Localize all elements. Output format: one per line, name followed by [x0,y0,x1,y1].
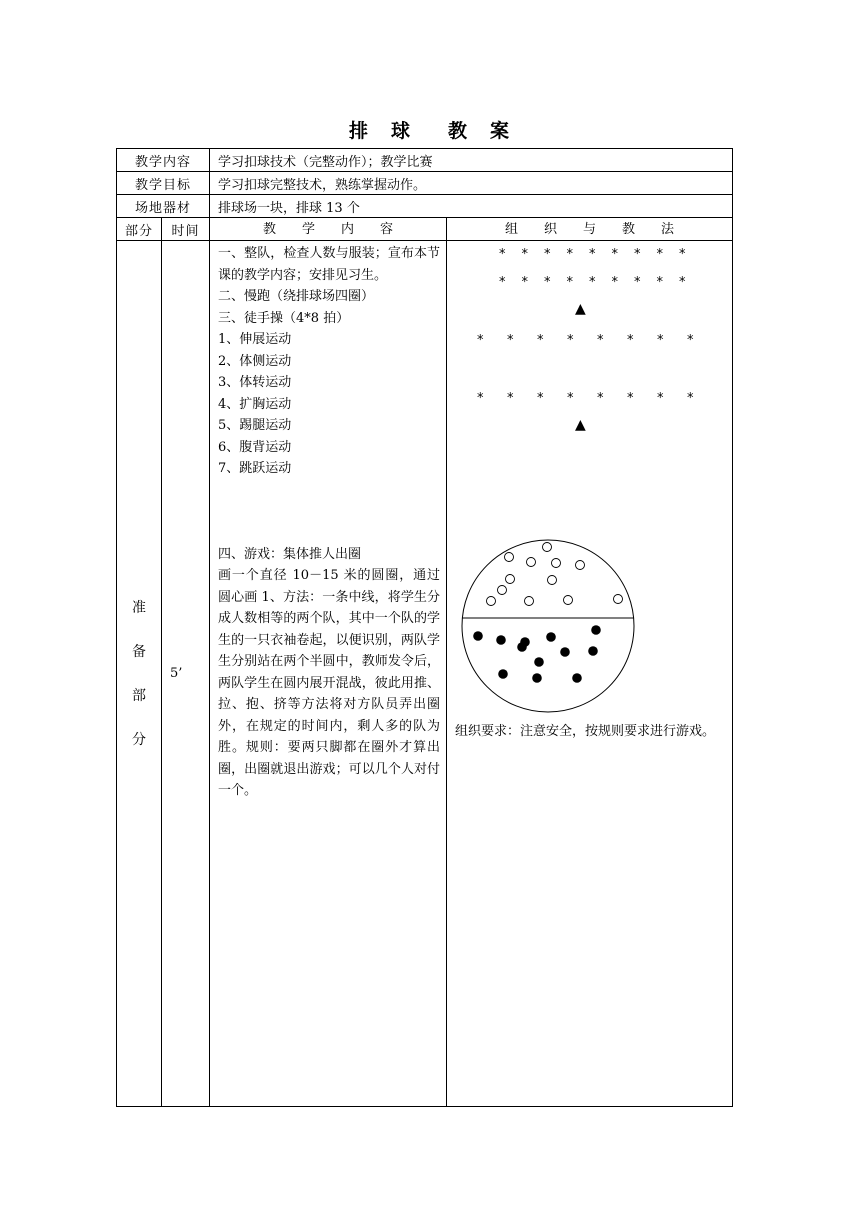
filled-team-player [517,642,527,652]
section-char: 备 [132,643,146,660]
info-value: 学习扣球完整技术，熟练掌握动作。 [210,172,733,195]
open-team-player [614,595,623,604]
filled-team-player [591,625,601,635]
student-star: * [544,247,551,262]
student-star: * [634,275,641,290]
content-line: 1、伸展运动 [218,332,292,347]
game-circle [462,540,634,712]
student-star: * [567,391,574,406]
open-team-player [505,553,514,562]
section-char: 部 [132,687,146,704]
info-value: 学习扣球技术（完整动作）；教学比赛 [210,149,733,172]
open-team-player [564,596,573,605]
content-line: 一、整队，检查人数与服装；宣布本节课的教学内容；安排见习生。 [218,246,441,283]
student-star: * [477,391,484,406]
page-title [0,116,860,143]
content-line: 三、徒手操（4*8 拍） [218,310,350,326]
student-star: * [537,333,544,348]
header-organization: 组 织 与 教 法 [447,218,733,241]
student-star: * [499,275,506,290]
column-header-row [117,218,733,241]
filled-team-player [560,647,570,657]
open-team-player [548,576,557,585]
time-value: 5’ [170,666,183,681]
title-part-2: 教 案 [448,120,512,142]
open-team-player [487,597,496,606]
student-star: * [687,333,694,348]
prep-section-row [117,241,733,1107]
filled-team-player [588,646,598,656]
student-star: * [499,247,506,262]
open-team-player [525,597,534,606]
info-label: 场地器材 [117,195,210,218]
student-star: * [679,247,686,262]
game-circle-diagram [459,537,639,717]
title-part-1: 排 球 [348,120,412,142]
student-star: * [657,333,664,348]
student-star: * [656,247,664,262]
open-team-player [576,561,585,570]
student-star: * [589,275,596,290]
student-star: * [521,275,529,290]
open-team-player [552,559,561,568]
student-star: * [521,247,529,262]
section-label [131,586,147,762]
student-star: * [627,333,634,348]
content-line: 3、体转运动 [218,375,292,390]
content-line: 2、体侧运动 [218,353,292,369]
info-value: 排球场一块，排球 13 个 [210,195,733,218]
organization-note: 组织要求：注意安全，按规则要求进行游戏。 [455,724,716,739]
open-team-player [506,575,515,584]
student-star: * [567,333,574,348]
student-star: * [627,391,634,406]
filled-team-player [496,635,506,645]
student-star: * [566,275,574,290]
section-cell [117,241,162,1107]
student-star: * [634,247,641,262]
game-title: 四、游戏：集体推人出圈 [218,546,362,562]
student-star: * [507,391,514,406]
content-line: 二、慢跑（绕排球场四圈） [218,289,375,304]
student-star: * [544,275,551,290]
info-row-content [117,149,733,172]
student-star: * [507,333,514,348]
teacher-marker: ▲ [575,301,586,317]
student-star: * [687,391,694,406]
content-line: 5、踢腿运动 [218,418,292,433]
section-char: 分 [132,731,146,748]
game-description: 画一个直径 10－15 米的圆圈，通过圆心画 1、方法：一条中线，将学生分成人数相等的两个队，其中一个队的学生的一只衣袖卷起，以便识别，两队学生分别站在两个半圆中，教师发令后，两队学生在圆内展开混战，彼此用推、拉、抱、挤等方法将对方队员弄出圈外，在规定的时间内，剩人多的队为胜。规则：要两只脚都在圈外才算出圈，出圈就退出游戏；可以几个人对付一个。 [218,568,441,798]
student-star: * [611,247,619,262]
info-label: 教学目标 [117,172,210,195]
info-row-goal [117,172,733,195]
info-label: 教学内容 [117,149,210,172]
filled-team-player [473,631,483,641]
student-star: * [657,391,664,406]
content-line: 7、跳跃运动 [218,461,292,476]
content-line: 6、腹背运动 [218,439,292,455]
teacher-marker: ▲ [575,417,586,433]
filled-team-player [498,669,508,679]
time-cell [162,241,210,1107]
student-star: * [656,275,664,290]
student-star: * [597,333,604,348]
student-star: * [477,333,484,348]
organization-cell [447,241,733,1107]
student-star: * [597,391,604,406]
student-star: * [679,275,686,290]
header-section: 部分 [117,218,162,241]
header-time: 时间 [162,218,210,241]
open-team-player [527,558,536,567]
filled-team-player [572,673,582,683]
open-team-player [543,543,552,552]
content-line: 4、扩胸运动 [218,396,292,412]
info-row-equipment [117,195,733,218]
filled-team-player [532,673,542,683]
content-cell [210,241,447,1107]
student-star: * [537,391,544,406]
student-star: * [611,275,619,290]
open-team-player [498,586,507,595]
student-star: * [566,247,574,262]
header-content: 教 学 内 容 [210,218,447,241]
filled-team-player [546,632,556,642]
lesson-plan-table [116,148,733,1107]
section-char: 准 [132,599,146,616]
filled-team-player [534,657,544,667]
student-star: * [589,247,596,262]
